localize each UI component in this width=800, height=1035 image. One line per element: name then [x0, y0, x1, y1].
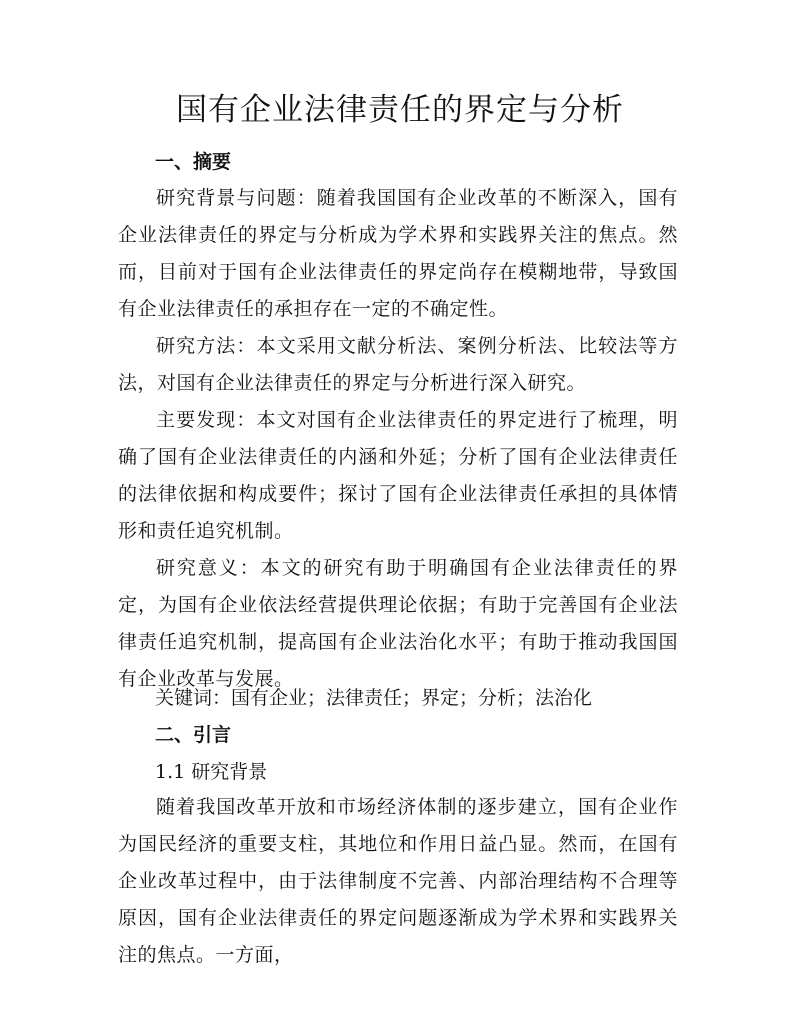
- intro-paragraph: 随着我国改革开放和市场经济体制的逐步建立，国有企业作为国民经济的重要支柱，其地位和作用日益凸显。然而，在国有企业改革过程中，由于法律制度不完善、内部治理结构不合理等原因，国有企业法律责任的界定问题逐渐成为学术界和实践界关注的焦点。一方面，: [118, 796, 678, 966]
- intro-heading: 二、引言: [155, 724, 232, 746]
- abstract-heading: 一、摘要: [155, 151, 232, 173]
- keywords-line: 关键词：国有企业；法律责任；界定；分析；法治化: [155, 687, 593, 709]
- abstract-background-paragraph: 研究背景与问题：随着我国国有企业改革的不断深入，国有企业法律责任的界定与分析成为学术界和实践界关注的焦点。然而，目前对于国有企业法律责任的界定尚存在模糊地带，导致国有企业法律责任的承担存在一定的不确定性。: [118, 187, 678, 320]
- abstract-significance-paragraph: 研究意义：本文的研究有助于明确国有企业法律责任的界定，为国有企业依法经营提供理论依据；有助于完善国有企业法律责任追究机制，提高国有企业法治化水平；有助于推动我国国有企业改革与发展。: [118, 557, 678, 690]
- abstract-methods-paragraph: 研究方法：本文采用文献分析法、案例分析法、比较法等方法，对国有企业法律责任的界定与分析进行深入研究。: [118, 335, 678, 394]
- abstract-findings-paragraph: 主要发现：本文对国有企业法律责任的界定进行了梳理，明确了国有企业法律责任的内涵和外延；分析了国有企业法律责任的法律依据和构成要件；探讨了国有企业法律责任承担的具体情形和责任追究机制。: [118, 409, 678, 542]
- document-title: 国有企业法律责任的界定与分析: [176, 92, 624, 128]
- subsection-1-1-heading: 1.1 研究背景: [155, 761, 268, 783]
